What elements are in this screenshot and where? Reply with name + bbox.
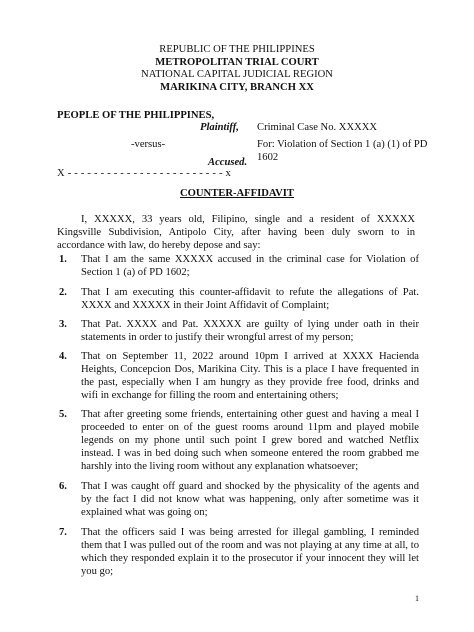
item-text: That I am the same XXXXX accused in the criminal case for Violation of Section 1 (a) of PD 1602; bbox=[81, 254, 419, 279]
header-court: METROPOLITAN TRIAL COURT bbox=[155, 56, 319, 68]
court-header bbox=[0, 44, 474, 94]
list-item bbox=[57, 480, 419, 519]
criminal-case-number: Criminal Case No. XXXXX bbox=[257, 122, 378, 133]
item-text: That after greeting some friends, entertaining other guest and having a meal I proceeded to enter on of the guest rooms around 11pm and played mobile legends on my phone until such point I grew bored and watched Netflix instead. I was in bed doing such when someone entered the room grabbed me harshly into the living room without any explanation whatsoever; bbox=[81, 409, 419, 473]
header-republic: REPUBLIC OF THE PHILIPPINES bbox=[159, 44, 315, 55]
item-text: That Pat. XXXX and Pat. XXXXX are guilty of lying under oath in their statements in order to justify their wrongful arrest of my person; bbox=[81, 319, 419, 344]
item-text: That on September 11, 2022 around 10pm I arrived at XXXX Hacienda Heights, Concepcion Dos, Marikina City. This is a place I have frequented in the past, especially when I am hungry as they provide free food, drinks and wifi in exchange for filling the room and entertaining others; bbox=[81, 351, 419, 402]
item-number: 7. bbox=[59, 527, 67, 538]
item-number: 2. bbox=[59, 287, 67, 298]
item-number: 5. bbox=[59, 409, 67, 420]
caption-versus: -versus- bbox=[131, 139, 166, 150]
item-number: 1. bbox=[59, 254, 67, 265]
item-text: That I am executing this counter-affidavit to refute the allegations of Pat. XXXX and XXXXX in their Joint Affidavit of Complaint; bbox=[81, 287, 419, 312]
document-title: COUNTER-AFFIDAVIT bbox=[180, 188, 294, 199]
header-branch: MARIKINA CITY, BRANCH XX bbox=[160, 81, 314, 93]
list-item bbox=[57, 408, 419, 473]
list-item bbox=[57, 253, 419, 279]
caption-accused: Accused. bbox=[208, 157, 248, 168]
item-text: That I was caught off guard and shocked by the physicality of the agents and by the fact I did not know what was happening, only after sometime was it explained what was going on; bbox=[81, 481, 419, 519]
list-item bbox=[57, 526, 419, 578]
caption-x-line: X - - - - - - - - - - - - - - - - - - - - - - - - x bbox=[57, 168, 232, 179]
list-item bbox=[57, 350, 419, 402]
item-number: 4. bbox=[59, 351, 67, 362]
caption-people: PEOPLE OF THE PHILIPPINES, bbox=[57, 110, 215, 121]
item-number: 6. bbox=[59, 481, 67, 492]
list-item bbox=[57, 286, 419, 312]
item-text: That the officers said I was being arrested for illegal gambling, I reminded them that I was pulled out of the room and was not playing at any time at all, to which they responded explain it to the prosecutor if your innocent they will let you go; bbox=[81, 527, 419, 578]
page-number: 1 bbox=[415, 594, 419, 603]
item-number: 3. bbox=[59, 319, 67, 330]
list-item bbox=[57, 318, 419, 344]
caption-plaintiff: Plaintiff, bbox=[200, 122, 239, 133]
header-region: NATIONAL CAPITAL JUDICIAL REGION bbox=[141, 69, 333, 81]
intro-paragraph: I, XXXXX, 33 years old, Filipino, single and a resident of XXXXX Kingsville Subdivision, Antipolo City, after having been duly sworn to in accordance with law, do hereby depose and say: bbox=[57, 214, 415, 252]
case-violation: For: Violation of Section 1 (a) (1) of PD 1602 bbox=[257, 139, 428, 163]
